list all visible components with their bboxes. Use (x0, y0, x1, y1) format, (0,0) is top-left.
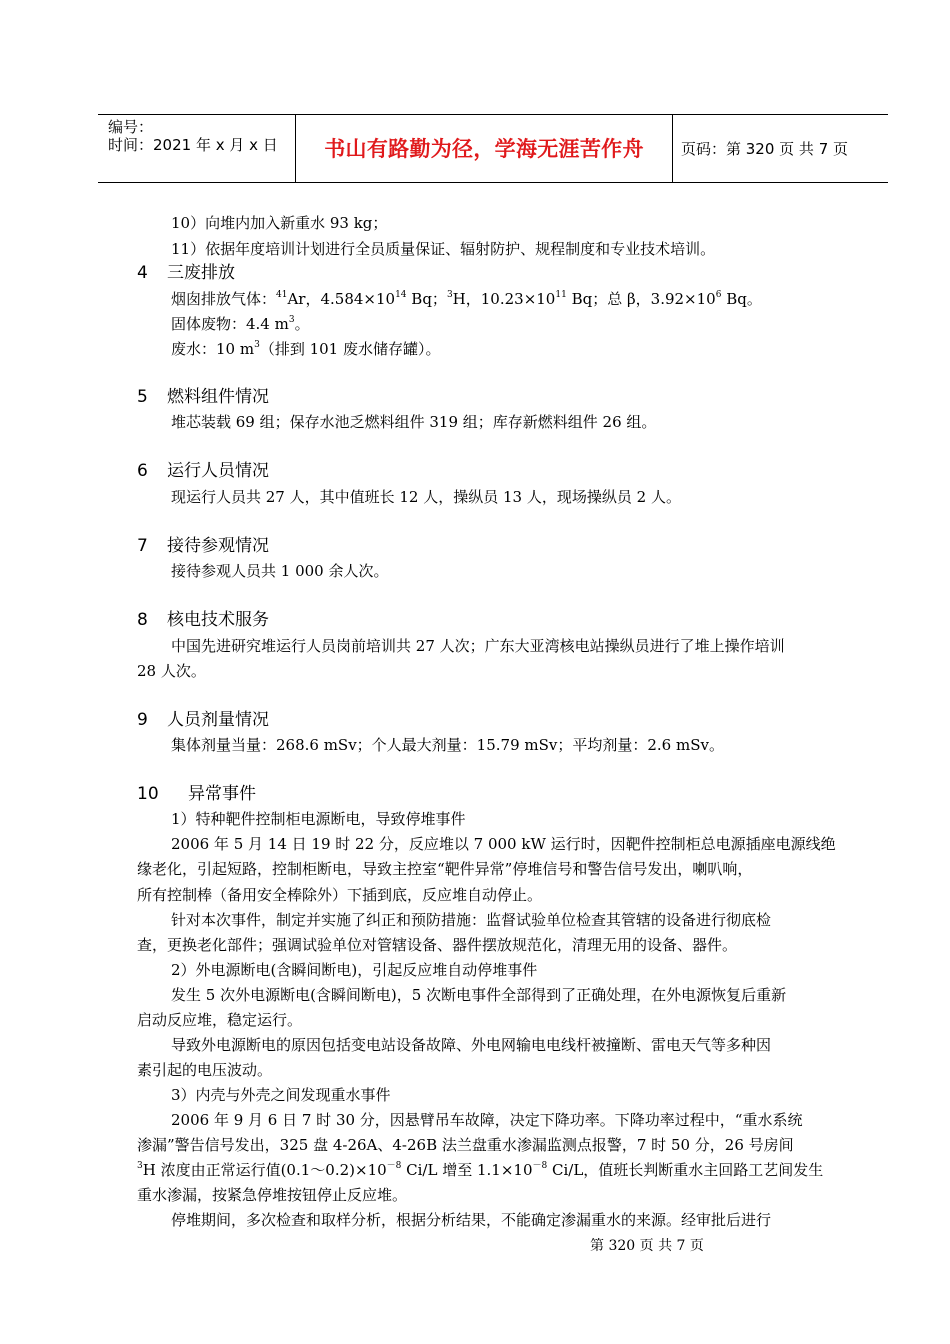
list-item: 10）向堆内加入新重水 93 kg； (171, 214, 388, 232)
paragraph-line: 发生 5 次外电源断电(含瞬间断电)，5 次断电事件全部得到了正确处理，在外电源恢复后重新 (171, 986, 787, 1004)
section-heading-7 (137, 535, 269, 557)
paragraph-line: 导致外电源断电的原因包括变电站设备故障、外电网输电电线杆被撞断、雷电天气等多种因 (171, 1036, 772, 1054)
document-time-label: 时间：2021 年 x 月 x 日 (108, 136, 278, 154)
section-heading-10 (137, 783, 256, 805)
paragraph-line: 渗漏”警告信号发出，325 盘 4-26A、4-26B 法兰盘重水渗漏监测点报警，7 时 50 分，26 号房间 (137, 1136, 794, 1154)
section-heading-4 (137, 262, 235, 284)
solid-waste-line: 固体废物：4.4 $m^3$。 (171, 315, 310, 333)
section-title: 燃料组件情况 (167, 387, 269, 407)
section-heading-5 (137, 386, 269, 408)
page-footer: 第 320 页 共 7 页 (590, 1238, 704, 1254)
paragraph-line: 启动反应堆，稳定运行。 (137, 1011, 303, 1029)
section-text: 堆芯装载 69 组；保存水池乏燃料组件 319 组；库存新燃料组件 26 组。 (171, 413, 657, 431)
section-title: 接待参观情况 (167, 536, 269, 556)
section-title: 人员剂量情况 (167, 710, 269, 730)
section-number: 6 (137, 461, 148, 481)
paragraph-line: $^3$H 浓度由正常运行值$(0.1\sim 0.2)\times 10^{-8}$ Ci/L 增至 $1.1\times 10^{-8}$ Ci/L，值班长判断重水主回路工艺间发生 (137, 1161, 824, 1179)
paragraph-line: 查，更换老化部件；强调试验单位对管辖设备、器件摆放规范化，清理无用的设备、器件。 (137, 936, 738, 954)
paragraph-line: 素引起的电压波动。 (137, 1061, 273, 1079)
section-text: 28 人次。 (137, 662, 206, 680)
section-text: 接待参观人员共 1 000 余人次。 (171, 562, 389, 580)
section-number: 4 (137, 263, 148, 283)
paragraph-line: 缘老化，引起短路，控制柜断电，导致主控室“靶件异常”停堆信号和警告信号发出，喇叭响， (137, 860, 753, 878)
section-title: 三废排放 (167, 263, 235, 283)
section-number: 9 (137, 710, 148, 730)
section-heading-8 (137, 609, 269, 631)
header-motto: 书山有路勤为径，学海无涯苦作舟 (324, 137, 644, 161)
section-title: 异常事件 (188, 784, 256, 804)
event-title: 2）外电源断电(含瞬间断电)，引起反应堆自动停堆事件 (171, 961, 538, 979)
section-text: 中国先进研究堆运行人员岗前培训共 27 人次；广东大亚湾核电站操纵员进行了堆上操作培训 (171, 637, 785, 655)
section-number: 8 (137, 610, 148, 630)
event-title: 1）特种靶件控制柜电源断电，导致停堆事件 (171, 810, 466, 828)
section-title: 核电技术服务 (167, 610, 269, 630)
section-heading-6 (137, 460, 269, 482)
section-number: 7 (137, 536, 148, 556)
paragraph-line: 所有控制棒（备用安全棒除外）下插到底，反应堆自动停止。 (137, 886, 543, 904)
list-item: 11）依据年度培训计划进行全员质量保证、辐射防护、规程制度和专业技术培训。 (171, 240, 716, 258)
paragraph-line: 停堆期间，多次检查和取样分析，根据分析结果，不能确定渗漏重水的来源。经审批后进行 (171, 1211, 772, 1229)
page-header (98, 114, 888, 183)
waste-water-line: 废水：10 $m^3$（排到 101 废水储存罐）。 (171, 340, 441, 358)
paragraph-line: 2006 年 5 月 14 日 19 时 22 分，反应堆以 7 000 kW 运行时，因靶件控制柜总电源插座电源线绝 (171, 835, 836, 853)
header-motto-cell (296, 115, 673, 182)
section-number: 5 (137, 387, 148, 407)
event-title: 3）内壳与外壳之间发现重水事件 (171, 1086, 391, 1104)
section-number: 10 (137, 784, 159, 804)
paragraph-line: 2006 年 9 月 6 日 7 时 30 分，因悬臂吊车故障，决定下降功率。下降功率过程中，“重水系统 (171, 1111, 803, 1129)
section-title: 运行人员情况 (167, 461, 269, 481)
paragraph-line: 重水渗漏，按紧急停堆按钮停止反应堆。 (137, 1186, 408, 1204)
header-page-cell (673, 115, 888, 182)
header-left-cell (98, 115, 296, 182)
paragraph-line: 针对本次事件，制定并实施了纠正和预防措施：监督试验单位检查其管辖的设备进行彻底检 (171, 911, 772, 929)
section-heading-9 (137, 709, 269, 731)
section-text: 现运行人员共 27 人，其中值班长 12 人，操纵员 13 人，现场操纵员 2 人。 (171, 488, 681, 506)
section-text: 集体剂量当量：268.6 mSv；个人最大剂量：15.79 mSv；平均剂量：2.6 mSv。 (171, 736, 724, 754)
document-number-label: 编号： (108, 118, 154, 136)
header-page-info: 页码：第 320 页 共 7 页 (681, 140, 849, 158)
gas-emission-line: 烟囱排放气体：$^{41}$Ar，$4.584\times 10^{14}$ Bq；$^3$H，$10.23\times 10^{11}$ Bq；总 β，$3.92\times 10^6$ Bq。 (171, 290, 762, 308)
